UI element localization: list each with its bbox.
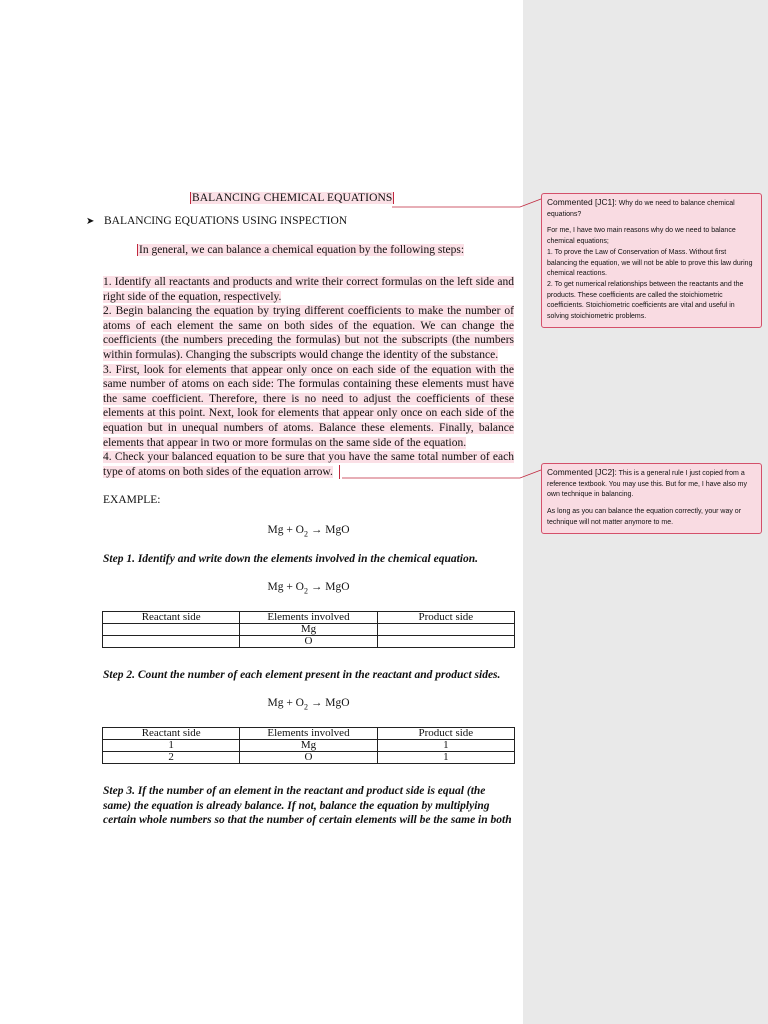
table-row <box>103 624 515 636</box>
table-cell: 1 <box>377 752 514 764</box>
comment-2-label: Commented [JC2]: <box>547 467 617 477</box>
comment-1-paragraph: 2. To get numerical relationships between the reactants and the products. These coefficients are called the stoichiometric coefficients. Stoichiometric coefficients are vital and useful in solving stoichiometric problems. <box>547 280 744 321</box>
comment-anchor-end <box>339 465 340 479</box>
step2-heading: Step 2. Count the number of each element present in the reactant and product sides. <box>103 669 501 681</box>
table-header-row <box>103 728 515 740</box>
comment-1-paragraph: For me, I have two main reasons why do we need to balance chemical equations; <box>547 227 736 246</box>
table-row <box>103 636 515 648</box>
comment-1-header <box>547 197 756 220</box>
document-title[interactable]: BALANCING CHEMICAL EQUATIONS <box>192 192 393 204</box>
comment-2-header <box>547 467 756 501</box>
step3-heading: Step 3. If the number of an element in the reactant and product side is equal (the same) the equation is already balance. If not, balance the equation by multiplying certain whole numbers so that the number of certain elements will be the same in both <box>103 785 512 827</box>
elements-table-1 <box>102 611 515 648</box>
table-cell <box>103 636 240 648</box>
table-cell: 2 <box>103 752 240 764</box>
step1-heading: Step 1. Identify and write down the elements involved in the chemical equation. <box>103 553 479 565</box>
table-cell: Mg <box>240 740 377 752</box>
table-cell: O <box>240 636 377 648</box>
table-cell <box>377 624 514 636</box>
table-cell <box>377 636 514 648</box>
equation-3: $Mg + O_2$ → MgO <box>267 697 350 712</box>
example-label: EXAMPLE: <box>103 494 161 506</box>
table-header-cell: Elements involved <box>240 612 377 624</box>
comment-1-text: Why do we need to balance chemical equations? <box>547 200 735 218</box>
comment-1-paragraph: 1. To prove the Law of Conservation of Mass. Without first balancing the equation, we will not be able to prove this law during chemical reactions. <box>547 248 753 278</box>
arrow-bullet-icon: ➤ <box>86 215 95 227</box>
comment-bubble-2[interactable] <box>541 463 762 534</box>
intro-text[interactable]: In general, we can balance a chemical equation by the following steps: <box>139 244 465 256</box>
table-row <box>103 752 515 764</box>
step-paragraph-2: 2. Begin balancing the equation by trying different coefficients to make the number of atoms of each element the same on both sides of the equation. We can change the coefficients (the numbers preceding the formulas) but not the subscripts (the numbers within formulas). Changing the subscripts would change the identity of the substance. <box>103 305 514 361</box>
table-row <box>103 740 515 752</box>
table-header-cell: Reactant side <box>103 728 240 740</box>
table-header-cell: Product side <box>377 728 514 740</box>
equation-2: $Mg + O_2$ → MgO <box>267 581 350 596</box>
step-paragraph-1: 1. Identify all reactants and products and write their correct formulas on the left side and right side of the equation, respectively. <box>103 276 514 303</box>
table-cell: Mg <box>240 624 377 636</box>
step-paragraph-3: 3. First, look for elements that appear only once on each side of the equation with the same number of atoms on each side: The formulas containing these elements must have the same coefficient. Therefore, there is no need to adjust the coefficients of these elements at this point. Next, look for elements that appear only once on each side of the equation but in unequal numbers of atoms. Balance these elements. Finally, balance elements that appear in two or more formulas on the same side of the equation. <box>103 363 514 449</box>
steps-block[interactable] <box>103 275 514 479</box>
table-cell: O <box>240 752 377 764</box>
step-paragraph-4: 4. Check your balanced equation to be sure that you have the same total number of each type of atoms on both sides of the equation arrow. <box>103 451 514 478</box>
table-header-row <box>103 612 515 624</box>
comment-bubble-1[interactable] <box>541 193 762 328</box>
section-heading: BALANCING EQUATIONS USING INSPECTION <box>104 215 348 227</box>
elements-table-2 <box>102 727 515 764</box>
table-cell <box>103 624 240 636</box>
equation-1: $Mg + O_2$ → MgO <box>267 524 350 539</box>
comment-1-label: Commented [JC1]: <box>547 197 617 207</box>
table-header-cell: Reactant side <box>103 612 240 624</box>
comment-2-paragraph: As long as you can balance the equation correctly, your way or technique will not matter anymore to me. <box>547 508 742 526</box>
table-header-cell: Product side <box>377 612 514 624</box>
table-cell: 1 <box>103 740 240 752</box>
table-header-cell: Elements involved <box>240 728 377 740</box>
table-cell: 1 <box>377 740 514 752</box>
comment-2-text: This is a general rule I just copied from a reference textbook. You may use this. But for me, I have also my own technique in balancing. <box>547 470 747 499</box>
section-heading-row <box>86 215 347 227</box>
